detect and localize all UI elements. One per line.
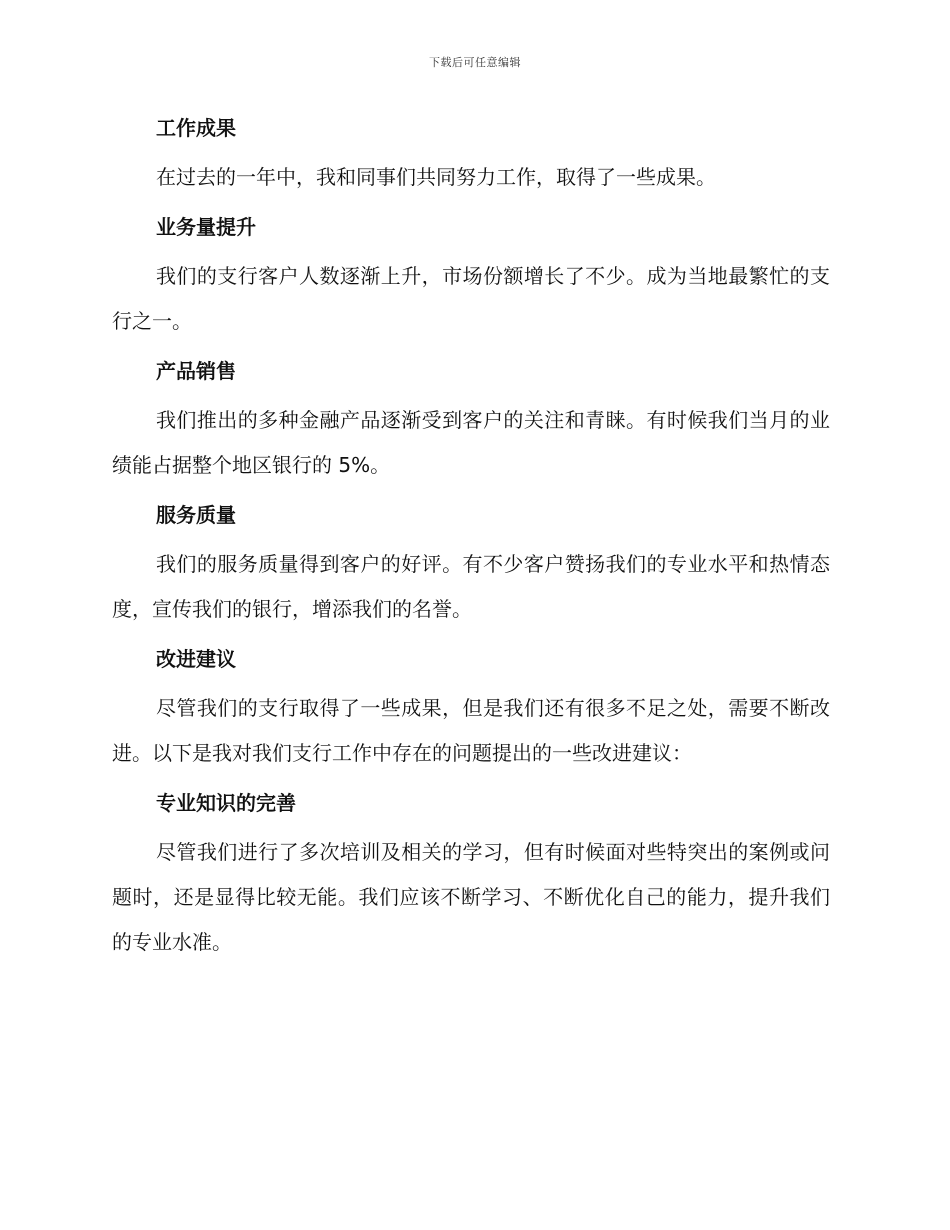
section-product-sales — [112, 353, 830, 488]
section-paragraph: 我们的支行客户人数逐渐上升，市场份额增长了不少。成为当地最繁忙的支行之一。 — [112, 264, 830, 333]
section-paragraph: 尽管我们进行了多次培训及相关的学习，但有时候面对些特突出的案例或问题时，还是显得比较无能。我们应该不断学习、不断优化自己的能力，提升我们的专业水准。 — [112, 840, 830, 954]
section-heading: 产品销售 — [156, 359, 236, 383]
document-body — [112, 110, 830, 965]
section-heading: 业务量提升 — [156, 215, 256, 239]
section-heading: 改进建议 — [156, 647, 236, 671]
section-business-growth — [112, 209, 830, 344]
section-professional-knowledge — [112, 785, 830, 965]
section-work-results — [112, 110, 830, 200]
section-paragraph: 我们推出的多种金融产品逐渐受到客户的关注和青睐。有时候我们当月的业绩能占据整个地区银行的 5%。 — [112, 408, 830, 477]
section-paragraph: 在过去的一年中，我和同事们共同努力工作，取得了一些成果。 — [156, 165, 716, 189]
section-heading: 服务质量 — [156, 503, 236, 527]
section-service-quality — [112, 497, 830, 632]
section-paragraph: 尽管我们的支行取得了一些成果，但是我们还有很多不足之处，需要不断改进。以下是我对我们支行工作中存在的问题提出的一些改进建议： — [112, 696, 830, 765]
section-heading: 专业知识的完善 — [156, 791, 296, 815]
section-heading: 工作成果 — [156, 116, 236, 140]
section-paragraph: 我们的服务质量得到客户的好评。有不少客户赞扬我们的专业水平和热情态度，宣传我们的银行，增添我们的名誉。 — [112, 552, 830, 621]
section-improvement-suggestions — [112, 641, 830, 776]
page-header: 下载后可任意编辑 — [429, 56, 521, 69]
